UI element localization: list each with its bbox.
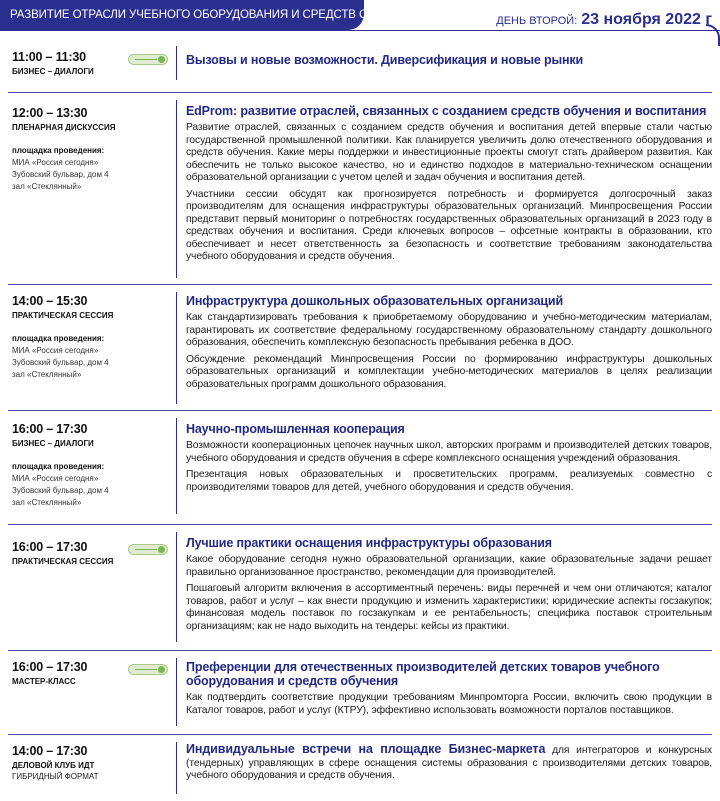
venue-label: площадка проведения: <box>12 462 105 471</box>
session-time: 14:00 – 17:30 <box>12 744 88 758</box>
session-title: Научно-промышленная кооперация <box>186 422 405 436</box>
session-4 <box>0 530 720 646</box>
session-title: Преференции для отечественных производителей детских товаров учебного оборудования и средств обучения <box>186 660 660 688</box>
venue-line: МИА «Россия сегодня» <box>12 474 99 483</box>
venue-line: Зубовский бульвар, дом 4 <box>12 170 109 179</box>
session-type: ПЛЕНАРНАЯ ДИСКУССИЯ <box>12 123 116 132</box>
session-title: Инфраструктура дошкольных образовательных организаций <box>186 294 563 308</box>
venue-line: Зубовский бульвар, дом 4 <box>12 358 109 367</box>
separator <box>8 734 712 735</box>
session-title: Вызовы и новые возможности. Диверсификация и новые рынки <box>186 53 584 67</box>
session-time: 16:00 – 17:30 <box>12 660 88 674</box>
session-2 <box>0 290 720 406</box>
session-type: ПРАКТИЧЕСКАЯ СЕССИЯ <box>12 311 114 320</box>
venue-label: площадка проведения: <box>12 334 105 343</box>
venue-line: МИА «Россия сегодня» <box>12 346 99 355</box>
session-time: 11:00 – 11:30 <box>12 50 86 64</box>
session-paragraph: Обсуждение рекомендаций Минпросвещения России по формированию инфраструктуры дошкольных образовательных организаций и комплектации учебно-методических материалов в целях реализации образовательных программ дошкольного образования. <box>186 353 712 390</box>
session-6 <box>0 740 720 798</box>
separator <box>8 650 712 651</box>
session-title: EdProm: развитие отраслей, связанных с созданием средств обучения и воспитания <box>186 104 707 118</box>
venue-line: зал «Стеклянный» <box>12 370 82 379</box>
day-date-label <box>496 11 712 29</box>
divider-line <box>176 100 177 278</box>
session-time: 14:00 – 15:30 <box>12 294 88 308</box>
header-title: РАЗВИТИЕ ОТРАСЛИ УЧЕБНОГО ОБОРУДОВАНИЯ И СРЕДСТВ ОБУЧЕНИЯ <box>10 9 422 21</box>
header-rule <box>0 30 720 31</box>
separator <box>8 284 712 285</box>
session-0 <box>0 44 720 86</box>
session-1 <box>0 98 720 280</box>
separator <box>8 92 712 93</box>
venue-label: площадка проведения: <box>12 146 105 155</box>
venue-line: зал «Стеклянный» <box>12 498 82 507</box>
divider-line <box>176 292 177 404</box>
session-title: Индивидуальные встречи на площадке Бизнес-маркета <box>186 742 546 756</box>
session-paragraph: Как стандартизировать требования к приобретаемому оборудованию и учебно-методическим материалам, гарантировать их соответствие федеральному государственному образовательному стандарту дошкольного образования, обеспечить комплексную безопасность пребывания ребенка в ДОО. <box>186 312 712 348</box>
venue-line: МИА «Россия сегодня» <box>12 158 99 167</box>
session-paragraph: Презентация новых образовательных и просветительских программ, реализуемых совместно с производителями товаров для детей, учебного оборудования и средств обучения. <box>186 469 712 493</box>
session-paragraph: Какое оборудование сегодня нужно образовательной организации, какие образовательные задачи решает правильно организованное пространство, рекомендации для производителей. <box>186 554 712 578</box>
session-paragraph: Участники сессии обсудят как прогнозируется потребность и формируется долгосрочный заказ производителям для оснащения инфраструктуры образовательных организаций. Минпросвещения России представит первый мониторинг о потребностях государственных образовательных организаций в 2023 году в средствах обучения и воспитания. Среди ключевых вопросов – офсетные контракты в образовании, кто обеспечивает и несет ответственность за безопасность и соответствие требованиям законодательства учебного оборудования и средств обучения. <box>186 188 712 262</box>
session-title: Лучшие практики оснащения инфраструктуры образования <box>186 536 552 550</box>
header-banner <box>0 0 422 30</box>
session-title-rest: для интеграторов и конкурсных (тендерных) управляющих в сфере оснащения системы образования с производителями детских товаров, учебного оборудования и средств обучения. <box>186 745 712 781</box>
online-toggle-icon <box>128 544 168 555</box>
session-format: ГИБРИДНЫЙ ФОРМАТ <box>12 772 99 781</box>
session-description <box>186 743 712 783</box>
date-label: 23 ноября 2022 г <box>581 11 712 28</box>
session-paragraph: Пошаговый алгоритм включения в ассортиментный перечень: виды перечней и чем они отличаются; каталог товаров, работ и услуг – как внести продукцию и изменить характеристики; юридические аспекты госзакупок; финансовая модель поставок по госзакупкам и ее рентабельность; специфика поставок строительным организациям; как не надо выходить на тендеры: кейсы из практики. <box>186 583 712 632</box>
session-type: ДЕЛОВОЙ КЛУБ ИДТ <box>12 761 95 770</box>
session-type: БИЗНЕС – ДИАЛОГИ <box>12 67 94 76</box>
session-time: 12:00 – 13:30 <box>12 106 88 120</box>
session-5 <box>0 656 720 730</box>
separator <box>8 524 712 525</box>
session-type: ПРАКТИЧЕСКАЯ СЕССИЯ <box>12 557 114 566</box>
venue-line: зал «Стеклянный» <box>12 182 82 191</box>
divider-line <box>176 532 177 642</box>
session-type: МАСТЕР-КЛАСС <box>12 677 76 686</box>
session-type: БИЗНЕС – ДИАЛОГИ <box>12 439 94 448</box>
divider-line <box>176 418 177 514</box>
corner-decoration <box>706 24 720 46</box>
day-label: ДЕНЬ ВТОРОЙ: <box>496 15 578 27</box>
session-3 <box>0 416 720 518</box>
session-paragraph: Как подтвердить соответствие продукции требованиям Минпромторга России, включить свою продукции в Каталог товаров, работ и услуг (КТРУ), эффективно использовать возможности порталов поставщиков. <box>186 692 712 716</box>
session-paragraph: Развитие отраслей, связанных с созданием средств обучения и воспитания детей впервые стали частью государственной промышленной политики. Как планируется увеличить долю отечественного оборудования и средств обучения. Какие меры поддержки и инвестиционные проекты смогут стать драйвером развития. Как обеспечить не только высокое качество, но и единство подходов в материально-техническом оснащении образовательной организации с учетом целей и задач обучения и воспитания детей. <box>186 122 712 183</box>
venue-line: Зубовский бульвар, дом 4 <box>12 486 109 495</box>
divider-line <box>176 658 177 726</box>
session-time: 16:00 – 17:30 <box>12 422 88 436</box>
online-toggle-icon <box>128 664 168 675</box>
online-toggle-icon <box>128 54 168 65</box>
session-time: 16:00 – 17:30 <box>12 540 88 554</box>
session-paragraph: Возможности кооперационных цепочек научных школ, авторских программ и производителей детских товаров, учебного оборудования и средств обучения в сфере комплексного оснащения учреждений образования. <box>186 440 712 464</box>
divider-line <box>176 46 177 80</box>
separator <box>8 410 712 411</box>
divider-line <box>176 742 177 794</box>
